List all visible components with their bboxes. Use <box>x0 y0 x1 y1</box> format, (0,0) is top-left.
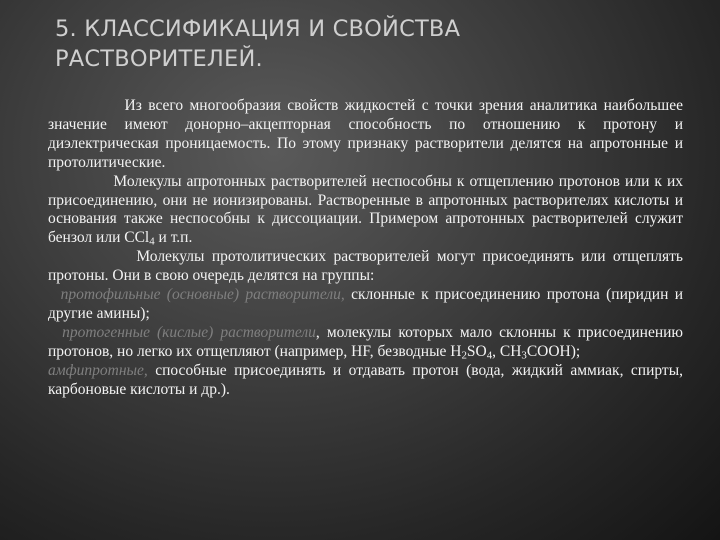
subscript: 4 <box>486 349 493 362</box>
paragraph-text: , CH <box>492 342 522 360</box>
indent <box>48 248 136 265</box>
paragraph-intro <box>48 97 683 173</box>
term-protophilic: протофильные (основные) растворители, <box>60 286 345 304</box>
paragraph-protolytic <box>48 248 683 286</box>
slide-title: 5. КЛАССИФИКАЦИЯ И СВОЙСТВА РАСТВОРИТЕЛЕЙ. <box>55 16 461 72</box>
list-item-protophilic <box>48 286 683 324</box>
term-amphiprotic: амфипротные, <box>48 361 148 379</box>
paragraph-text: Молекулы протолитических растворителей могут присоединять или отщеплять протоны. Они в свою очередь делятся на группы: <box>48 248 683 285</box>
subscript: 3 <box>521 349 527 362</box>
list-item-amphiprotic <box>48 362 683 400</box>
list-item-protogenic <box>48 324 683 362</box>
paragraph-text: COOH); <box>526 342 581 360</box>
indent <box>48 286 61 303</box>
term-protogenic: протогенные (кислые) растворители <box>62 323 316 341</box>
paragraph-text: Из всего многообразия свойств жидкостей с точки зрения аналитика наибольшее значение имеют донорно–акцепторная способность по отношению к протону и диэлектрическая проницаемость. По этому признаку растворители делятся на апротонные и протолитические. <box>48 97 683 171</box>
paragraph-text: SO <box>466 342 487 360</box>
subscript: 4 <box>149 236 155 249</box>
paragraph-text: способные присоединять и отдавать протон (вода, жидкий аммиак, спирты, карбоновые кислоты и др.). <box>48 361 683 398</box>
paragraph-text: , молекулы которых мало склонны к присоединению протонов, но легко их отщепляют (например, HF, безводные H <box>48 323 683 360</box>
slide-body <box>48 97 683 400</box>
indent <box>48 97 125 114</box>
paragraph-text: и т.п. <box>154 229 193 247</box>
paragraph-aprotic <box>48 173 683 249</box>
indent <box>48 173 113 190</box>
indent <box>48 324 62 341</box>
paragraph-text: склонные к присоединению протона (пиридин и другие амины); <box>48 286 684 322</box>
paragraph-text: Молекулы апротонных растворителей неспособны к отщеплению протонов или к их присоединению, они не ионизированы. Растворенные в апротонных растворителях кислоты и основания также неспособны к диссоциации. Примером апротонных растворителей служит бензол или CCl <box>48 172 684 247</box>
subscript: 2 <box>461 349 467 362</box>
